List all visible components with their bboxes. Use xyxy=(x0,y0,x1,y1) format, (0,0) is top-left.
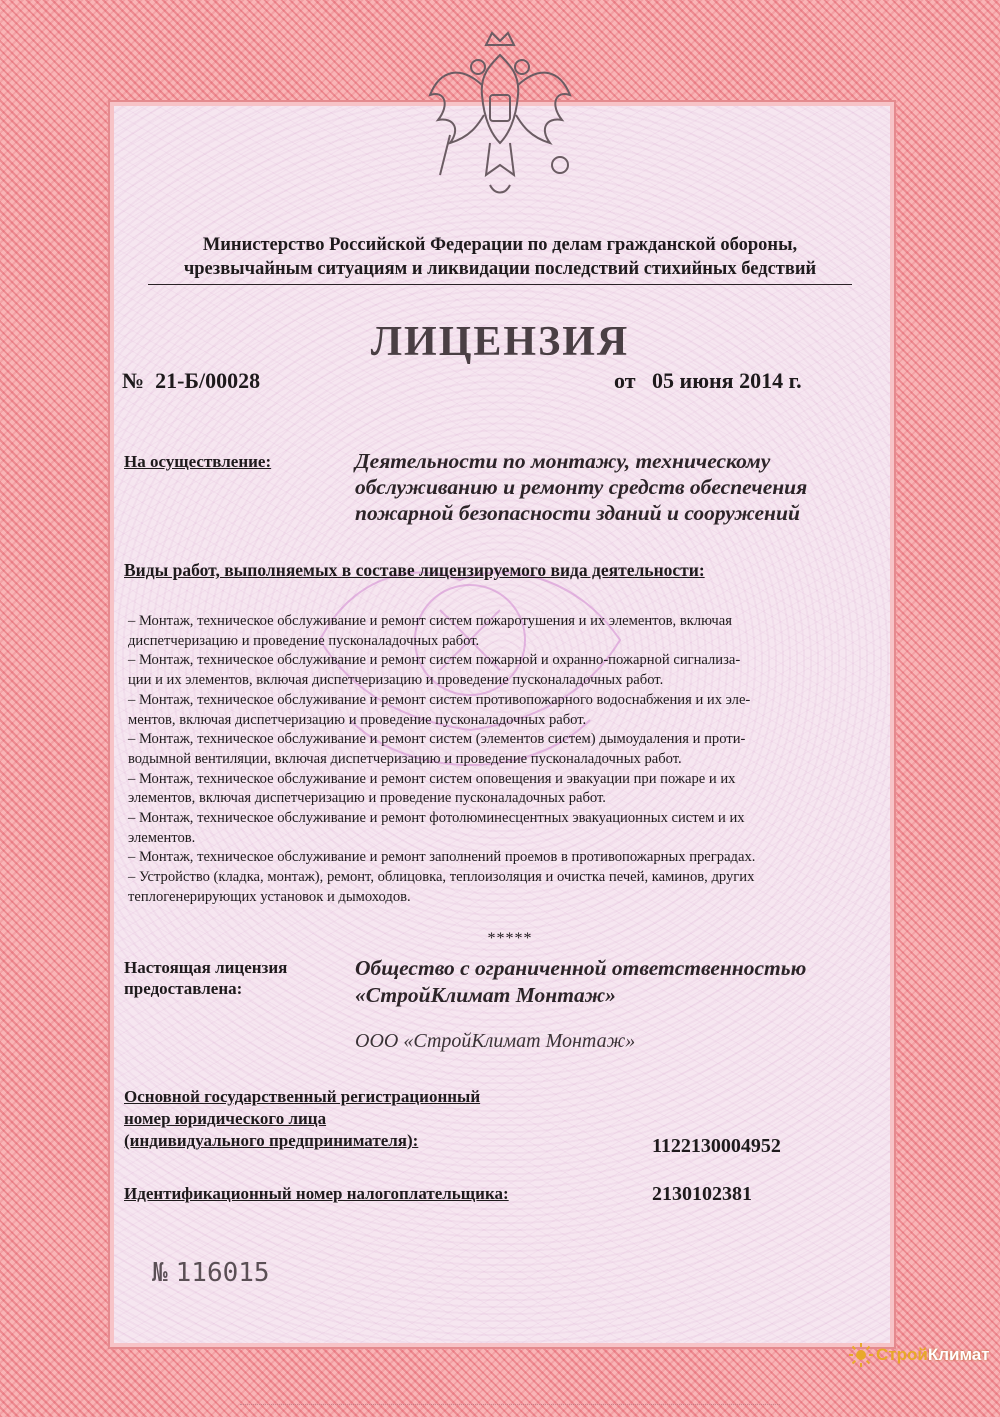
works-line: – Устройство (кладка, монтаж), ремонт, облицовка, теплоизоляция и очистка печей, каминов, других xyxy=(128,869,755,886)
licensee-label-line2: предоставлена: xyxy=(124,979,243,998)
activity-line: пожарной безопасности зданий и сооружений xyxy=(355,501,800,525)
ogrn-label-line2: номер юридического лица xyxy=(124,1109,327,1128)
works-line: теплогенерирующих установок и дымоходов. xyxy=(128,888,411,905)
section-separator: ***** xyxy=(487,930,533,947)
blank-serial-number xyxy=(152,1258,270,1288)
works-line: – Монтаж, техническое обслуживание и ремонт систем (элементов систем) дымоудаления и проти- xyxy=(128,731,746,748)
license-number: № 21-Б/00028 xyxy=(122,368,261,393)
document-title: ЛИЦЕНЗИЯ xyxy=(370,319,630,365)
ogrn-label-line1: Основной государственный регистрационный xyxy=(124,1087,481,1106)
works-line: элементов. xyxy=(128,829,196,846)
activity-line: обслуживанию и ремонту средств обеспечения xyxy=(355,475,808,499)
works-line: – Монтаж, техническое обслуживание и ремонт заполнений проемов в противопожарных преградах. xyxy=(128,849,756,866)
works-line: диспетчеризацию и проведение пусконаладочных работ. xyxy=(128,632,480,649)
ministry-underline xyxy=(148,284,852,285)
printer-imprint xyxy=(240,1404,780,1411)
works-line: ментов, включая диспетчеризацию и проведение пусконаладочных работ. xyxy=(128,711,587,728)
ogrn-label xyxy=(124,1086,480,1152)
licensee-name-line2: «СтройКлимат Монтаж» xyxy=(355,983,616,1007)
works-line: – Монтаж, техническое обслуживание и ремонт систем пожарной и охранно-пожарной сигнализа- xyxy=(128,652,741,669)
works-line: водымной вентиляции, включая диспетчеризацию и проведение пусконаладочных работ. xyxy=(128,750,682,767)
activity-label: На осуществление: xyxy=(124,452,272,471)
activity-line: Деятельности по монтажу, техническому xyxy=(355,449,771,473)
logo-text xyxy=(876,1345,990,1365)
logo-text-part1: Строй xyxy=(876,1345,928,1364)
works-header: Виды работ, выполняемых в составе лицензируемого вида деятельности: xyxy=(124,560,705,580)
works-line: – Монтаж, техническое обслуживание и ремонт систем пожаротушения и их элементов, включая xyxy=(128,613,732,629)
licensee-short-name: ООО «СтройКлимат Монтаж» xyxy=(355,1030,636,1052)
company-logo xyxy=(848,1342,990,1368)
sun-icon xyxy=(848,1342,874,1368)
license-date: от 05 июня 2014 г. xyxy=(614,368,802,393)
works-line: – Монтаж, техническое обслуживание и ремонт систем противопожарного водоснабжения и их эле- xyxy=(128,691,751,708)
works-line: – Монтаж, техническое обслуживание и ремонт фотолюминесцентных эвакуационных систем и их xyxy=(128,810,745,827)
licensee-label-line1: Настоящая лицензия xyxy=(124,958,288,977)
serial-number: 116015 xyxy=(175,1258,270,1288)
coat-of-arms-emblem xyxy=(420,25,580,215)
inn-value: 2130102381 xyxy=(652,1183,752,1205)
works-list xyxy=(128,612,888,908)
serial-prefix: № xyxy=(152,1258,168,1288)
works-line: ции и их элементов, включая диспетчеризацию и проведение пусконаладочных работ. xyxy=(128,672,664,689)
licensee-name-line1: Общество с ограниченной ответственностью xyxy=(355,956,807,980)
ogrn-label-line3: (индивидуального предпринимателя): xyxy=(124,1131,419,1150)
logo-text-part2: Климат xyxy=(927,1345,990,1364)
inn-label: Идентификационный номер налогоплательщика: xyxy=(124,1184,509,1203)
licensee-label xyxy=(124,957,287,999)
ministry-name-line2: чрезвычайным ситуациям и ликвидации последствий стихийных бедствий xyxy=(183,259,817,279)
licensee-full-name xyxy=(355,955,806,1009)
ministry-name-line1: Министерство Российской Федерации по делам гражданской обороны, xyxy=(202,235,798,255)
ogrn-value: 1122130004952 xyxy=(652,1135,781,1157)
works-line: – Монтаж, техническое обслуживание и ремонт систем оповещения и эвакуации при пожаре и их xyxy=(128,770,736,787)
works-line: элементов, включая диспетчеризацию и проведение пусконаладочных работ. xyxy=(128,790,606,807)
activity-description xyxy=(355,448,895,526)
